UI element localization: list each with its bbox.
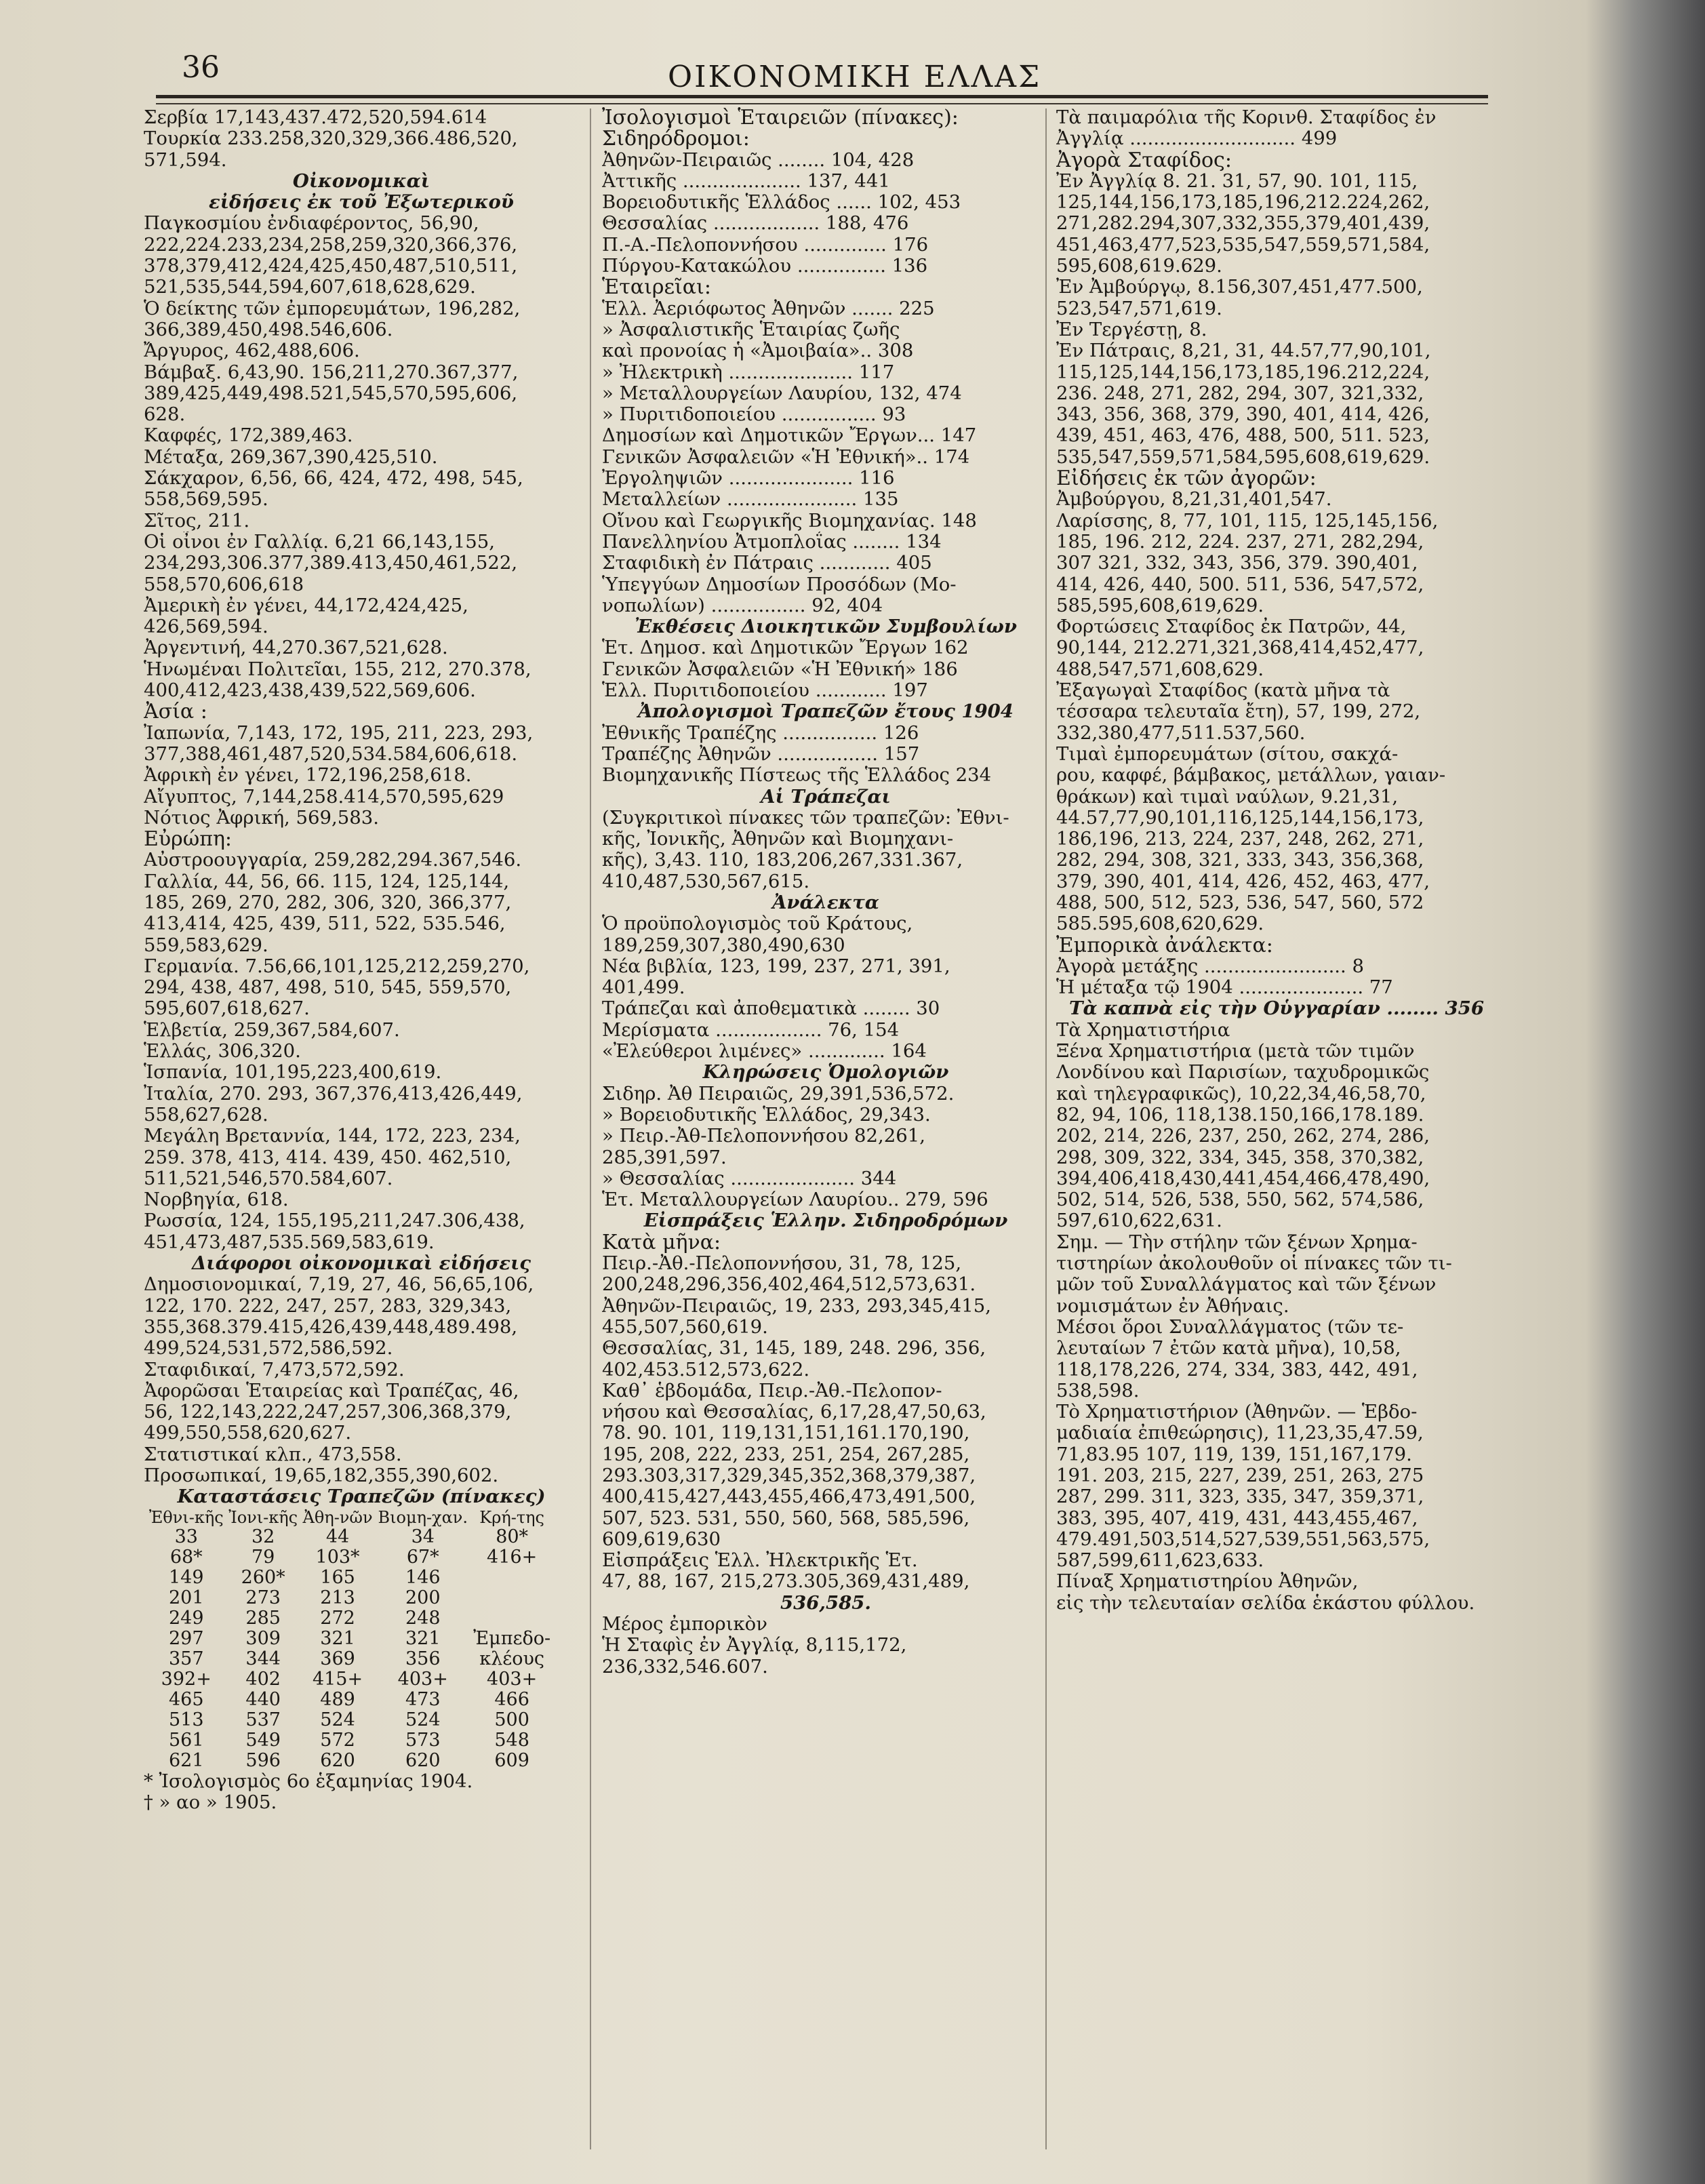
index-entry: Ὁ δείκτης τῶν ἐμπορευμάτων, 196,282,: [144, 298, 521, 319]
table-cell: 524: [405, 1709, 441, 1730]
index-entry: Ἐθνικῆς Τραπέζης ................ 126: [602, 722, 919, 744]
table-cell: 32: [251, 1526, 275, 1547]
index-entry: Ἑλλ. Ἀεριόφωτος Ἀθηνῶν ....... 225: [602, 298, 935, 319]
index-entry: 115,125,144,156,173,185,196.212,224,: [1056, 361, 1430, 383]
index-entry: Ἑτ. Δημοσ. καὶ Δημοτικῶν Ἔργων 162: [602, 637, 969, 659]
index-column-3: [1056, 107, 1497, 1614]
index-entry: Εὐρώπη:: [144, 829, 233, 850]
index-entry: Ἡνωμέναι Πολιτεῖαι, 155, 212, 270.378,: [144, 658, 531, 680]
index-entry: 118,178,226, 274, 334, 383, 442, 491,: [1056, 1359, 1418, 1381]
index-entry: 259. 378, 413, 414. 439, 450. 462,510,: [144, 1147, 512, 1168]
index-entry: μῶν τοῦ Συναλλάγματος καὶ τῶν ξένων: [1056, 1274, 1437, 1296]
table-header-cell: Βιομη-χαν.: [378, 1507, 468, 1527]
table-cell: 596: [245, 1749, 281, 1771]
table-header-cell: Κρή-της: [479, 1507, 544, 1527]
table-cell: 260*: [241, 1566, 285, 1588]
index-entry: Σῖτος, 211.: [144, 510, 250, 532]
index-entry: 394,406,418,430,441,454,466,478,490,: [1056, 1168, 1430, 1189]
index-entry: Ἰσολογισμοὶ Ἑταιρειῶν (πίνακες):: [602, 107, 959, 129]
index-entry: 90,144, 212.271,321,368,414,452,477,: [1056, 637, 1424, 659]
index-entry: Ἑταιρεῖαι:: [602, 277, 711, 298]
index-entry: Παγκοσμίου ἐνδιαφέροντος, 56,90,: [144, 213, 479, 235]
index-entry: Εἰσπράξεις Ἑλλην. Σιδηροδρόμων: [643, 1210, 1008, 1232]
index-entry: Σταφιδικὴ ἐν Πάτραις ............ 405: [602, 553, 932, 574]
index-column-2: [602, 107, 1049, 1677]
index-entry: Προσωπικαί, 19,65,182,355,390,602.: [144, 1465, 499, 1486]
index-entry: Ἐργοληψιῶν ..................... 116: [602, 468, 895, 490]
table-cell: 392+: [161, 1668, 212, 1690]
table-cell: 402: [245, 1668, 281, 1690]
table-cell: 473: [405, 1688, 441, 1710]
index-column-1: [144, 107, 579, 1813]
table-cell: 369: [320, 1648, 355, 1669]
index-entry: Ἐν Τεργέστῃ, 8.: [1056, 319, 1207, 340]
index-entry: 628.: [144, 404, 186, 426]
table-row: [146, 1669, 553, 1690]
index-entry: Σταφιδικαί, 7,473,572,592.: [144, 1359, 405, 1381]
index-entry: 559,583,629.: [144, 934, 268, 956]
table-row: [146, 1568, 553, 1588]
index-entry: 585,595,608,619,629.: [1056, 595, 1264, 616]
index-entry: Ἑλβετία, 259,367,584,607.: [144, 1019, 400, 1041]
table-cell: 620: [320, 1749, 355, 1771]
table-cell: κλέους: [479, 1648, 544, 1669]
index-entry: Πειρ.-Ἀθ.-Πελοποννήσου, 31, 78, 125,: [602, 1253, 962, 1275]
index-entry: » Μεταλλουργείων Λαυρίου, 132, 474: [602, 382, 962, 404]
table-footnote: * Ἰσολογισμὸς 6ο ἑξαμηνίας 1904.: [144, 1770, 473, 1792]
index-entry: Οἱ οἶνοι ἐν Γαλλίᾳ. 6,21 66,143,155,: [144, 531, 495, 553]
table-cell: 489: [320, 1688, 355, 1710]
index-entry: Μεταλλείων ...................... 135: [602, 489, 899, 511]
index-entry: 410,487,530,567,615.: [602, 871, 810, 892]
index-entry: 200,248,296,356,402,464,512,573,631.: [602, 1274, 976, 1296]
index-entry: 402,453.512,573,622.: [602, 1359, 810, 1381]
index-entry: 585.595,608,620,629.: [1056, 913, 1264, 935]
index-entry: Ἑλλάς, 306,320.: [144, 1041, 301, 1063]
index-entry: 282, 294, 308, 321, 333, 343, 356,368,: [1056, 850, 1424, 871]
table-cell: 548: [494, 1729, 529, 1751]
index-entry: Καταστάσεις Τραπεζῶν (πίνακες): [177, 1486, 546, 1508]
banks-table: [146, 1508, 553, 1771]
table-cell: 357: [168, 1648, 204, 1669]
index-entry: Αἱ Τράπεζαι: [761, 786, 891, 808]
table-header-cell: Ἐθνι-κῆς: [148, 1507, 224, 1527]
index-entry: Καθ᾽ ἑβδομάδα, Πειρ.-Ἀθ.-Πελοπον-: [602, 1380, 942, 1402]
index-entry: Ἀγορὰ μετάξης ........................ 8: [1056, 955, 1365, 977]
index-entry: 236,332,546.607.: [602, 1656, 768, 1677]
index-entry: Ἐν Πάτραις, 8,21, 31, 44.57,77,90,101,: [1056, 340, 1431, 362]
table-cell: 573: [405, 1729, 441, 1751]
table-cell: [470, 1568, 553, 1588]
table-cell: 549: [245, 1729, 281, 1751]
index-entry: Εἰδήσεις ἐκ τῶν ἀγορῶν:: [1056, 468, 1317, 490]
index-entry: Ξένα Χρηματιστήρια (μετὰ τῶν τιμῶν: [1056, 1041, 1415, 1063]
index-entry: Καφφές, 172,389,463.: [144, 425, 353, 447]
index-entry: 71,83.95 107, 119, 139, 151,167,179.: [1056, 1444, 1412, 1465]
index-entry: 507, 523. 531, 550, 560, 568, 585,596,: [602, 1507, 970, 1529]
index-entry: 378,379,412,424,425,450,487,510,511,: [144, 256, 518, 277]
table-cell: 620: [405, 1749, 441, 1771]
index-entry: 587,599,611,623,633.: [1056, 1550, 1264, 1572]
index-entry: 400,415,427,443,455,466,473,491,500,: [602, 1486, 976, 1508]
index-entry: Ἐμπορικὰ ἀνάλεκτα:: [1056, 934, 1273, 956]
index-entry: 455,507,560,619.: [602, 1316, 768, 1338]
index-entry: 488, 500, 512, 523, 536, 547, 560, 572: [1056, 892, 1424, 913]
table-cell: [470, 1588, 553, 1608]
index-entry: Ἡ μέταξα τῷ 1904 ..................... 77: [1056, 977, 1393, 999]
index-entry: Δημοσίων καὶ Δημοτικῶν Ἔργων... 147: [602, 425, 977, 447]
table-cell: 285: [245, 1607, 281, 1629]
index-entry: 479.491,503,514,527,539,551,563,575,: [1056, 1528, 1430, 1550]
index-entry: 307 321, 332, 343, 356, 379. 390,401,: [1056, 553, 1418, 574]
index-entry: Τουρκία 233.258,320,329,366.486,520,: [144, 128, 518, 150]
index-entry: μαδιαία ἐπιθεώρησις), 11,23,35,47.59,: [1056, 1423, 1424, 1444]
table-cell: 561: [168, 1729, 204, 1751]
page-number: 36: [182, 50, 220, 85]
index-entry: 499,524,531,572,586,592.: [144, 1338, 393, 1359]
index-entry: Λονδίνου καὶ Παρισίων, ταχυδρομικῶς: [1056, 1062, 1430, 1084]
table-cell: 356: [405, 1648, 441, 1669]
index-entry: Νότιος Ἀφρική, 569,583.: [144, 807, 379, 829]
table-cell: 68*: [169, 1546, 203, 1568]
index-entry: Ἀφρικὴ ἐν γένει, 172,196,258,618.: [144, 765, 472, 787]
index-entry: Ἀμερικὴ ἐν γένει, 44,172,424,425,: [144, 595, 468, 616]
table-cell: 440: [245, 1688, 281, 1710]
table-cell: 201: [168, 1587, 204, 1608]
index-entry: Τραπέζης Ἀθηνῶν ................. 157: [602, 743, 920, 765]
table-cell: [470, 1608, 553, 1629]
index-entry: Οἰκονομικαὶ: [292, 170, 430, 192]
index-entry: 343, 356, 368, 379, 390, 401, 414, 426,: [1056, 404, 1430, 426]
index-entry: Κληρώσεις Ὁμολογιῶν: [702, 1062, 949, 1084]
index-entry: 285,391,597.: [602, 1147, 727, 1168]
index-entry: Ἀφορῶσαι Ἑταιρείας καὶ Τραπέζας, 46,: [144, 1380, 519, 1402]
index-entry: Γερμανία. 7.56,66,101,125,212,259,270,: [144, 955, 530, 977]
table-cell: 149: [168, 1566, 204, 1588]
index-entry: Μερίσματα .................. 76, 154: [602, 1019, 900, 1041]
index-entry: Πανελληνίου Ἀτμοπλοΐας ........ 134: [602, 531, 942, 553]
index-entry: τέσσαρα τελευταῖα ἔτη), 57, 199, 272,: [1056, 701, 1421, 723]
index-entry: Πίναξ Χρηματιστηρίου Ἀθηνῶν,: [1056, 1571, 1359, 1593]
table-cell: 537: [245, 1709, 281, 1730]
index-entry: ρου, καφφέ, βάμβακος, μετάλλων, γαιαν-: [1056, 765, 1446, 787]
index-entry: Ἀθηνῶν-Πειραιῶς ........ 104, 428: [602, 149, 915, 171]
table-cell: 213: [320, 1587, 355, 1608]
index-entry: Θεσσαλίας, 31, 145, 189, 248. 296, 356,: [602, 1338, 986, 1359]
index-entry: Αὐστροουγγαρία, 259,282,294.367,546.: [144, 850, 522, 871]
table-cell: 403+: [397, 1668, 448, 1690]
table-row: [146, 1730, 553, 1751]
index-entry: 595,607,618,627.: [144, 998, 310, 1020]
table-cell: 321: [320, 1627, 355, 1649]
table-cell: 34: [411, 1526, 435, 1547]
index-entry: Γενικῶν Ἀσφαλειῶν «Ἡ Ἐθνική» 186: [602, 658, 958, 680]
table-cell: 33: [174, 1526, 198, 1547]
index-entry: Στατιστικαί κλπ., 473,558.: [144, 1444, 402, 1465]
index-entry: 44.57,77,90,101,116,125,144,156,173,: [1056, 807, 1424, 829]
index-entry: Μεγάλη Βρεταννία, 144, 172, 223, 234,: [144, 1126, 521, 1147]
index-entry: Ἀργεντινή, 44,270.367,521,628.: [144, 637, 448, 659]
index-entry: 609,619,630: [602, 1528, 721, 1550]
index-entry: Νορβηγία, 618.: [144, 1189, 289, 1211]
table-row: [146, 1690, 553, 1710]
table-cell: 67*: [406, 1546, 439, 1568]
index-entry: 383, 395, 407, 419, 431, 443,455,467,: [1056, 1507, 1418, 1529]
index-entry: 185, 269, 270, 282, 306, 320, 366,377,: [144, 892, 512, 913]
table-header-cell: Ἀθη-νῶν: [302, 1507, 373, 1527]
index-entry: Θεσσαλίας .................. 188, 476: [602, 213, 909, 235]
index-entry: Ἀμβούργου, 8,21,31,401,547.: [1056, 489, 1332, 511]
index-entry: «Ἐλεύθεροι λιμένες» ............. 164: [602, 1041, 927, 1063]
index-entry: Ἀγγλίᾳ ............................ 499: [1056, 128, 1338, 150]
index-entry: καὶ τηλεγραφικῶς), 10,22,34,46,58,70,: [1056, 1083, 1426, 1105]
table-cell: Ἐμπεδο-: [473, 1627, 551, 1649]
index-entry: 451,473,487,535.569,583,619.: [144, 1231, 435, 1253]
index-entry: Ἄργυρος, 462,488,606.: [144, 340, 360, 362]
index-entry: Πύργου-Κατακώλου ............... 136: [602, 256, 928, 277]
index-entry: Κατὰ μῆνα:: [602, 1231, 721, 1254]
table-cell: 500: [494, 1709, 529, 1730]
table-row: [146, 1588, 553, 1608]
index-entry: Σιδηρόδρομοι:: [602, 128, 750, 150]
table-row: [146, 1751, 553, 1771]
table-cell: 309: [245, 1627, 281, 1649]
table-cell: 103*: [315, 1546, 360, 1568]
index-entry: » Θεσσαλίας ..................... 344: [602, 1168, 897, 1189]
index-entry: 366,389,450,498.546,606.: [144, 319, 393, 340]
index-entry: Γαλλία, 44, 56, 66. 115, 124, 125,144,: [144, 871, 510, 892]
index-entry: Τὰ παιμαρόλια τῆς Κορινθ. Σταφίδος ἐν: [1056, 107, 1437, 128]
index-entry: Ἱσπανία, 101,195,223,400,619.: [144, 1062, 442, 1084]
table-cell: 44: [325, 1526, 350, 1547]
header-rule-thin: [156, 103, 1488, 104]
index-entry: Ἰαπωνία, 7,143, 172, 195, 211, 223, 293,: [144, 722, 534, 744]
index-entry: Αἴγυπτος, 7,144,258.414,570,595,629: [144, 786, 504, 808]
index-entry: λευταίων 7 ἐτῶν κατὰ μῆνα), 10,58,: [1056, 1338, 1401, 1359]
index-entry: 595,608,619.629.: [1056, 256, 1222, 277]
index-entry: Εἰσπράξεις Ἑλλ. Ἠλεκτρικῆς Ἑτ.: [602, 1550, 918, 1572]
index-entry: 236. 248, 271, 282, 294, 307, 321,332,: [1056, 382, 1424, 404]
index-entry: 271,282.294,307,332,355,379,401,439,: [1056, 213, 1430, 235]
index-entry: 499,550,558,620,627.: [144, 1423, 352, 1444]
index-entry: Σερβία 17,143,437.472,520,594.614: [144, 107, 487, 128]
index-entry: Σιδηρ. Ἀθ Πειραιῶς, 29,391,536,572.: [602, 1083, 955, 1105]
index-entry: 202, 214, 226, 237, 250, 262, 274, 286,: [1056, 1126, 1430, 1147]
table-cell: 524: [320, 1709, 355, 1730]
index-entry: καὶ προνοίας ἡ «Ἀμοιβαία».. 308: [602, 340, 914, 362]
index-entry: εἰς τὴν τελευταίαν σελίδα ἑκάστου φύλλου.: [1056, 1592, 1475, 1614]
index-entry: 195, 208, 222, 233, 251, 254, 267,285,: [602, 1444, 970, 1465]
index-entry: 332,380,477,511.537,560.: [1056, 722, 1306, 744]
index-entry: 185, 196. 212, 224. 237, 271, 282,294,: [1056, 531, 1424, 553]
index-entry: 511,521,546,570.584,607.: [144, 1168, 393, 1189]
index-entry: νομισμάτων ἐν Ἀθήναις.: [1056, 1295, 1289, 1317]
index-entry: 355,368.379.415,426,439,448,489.498,: [144, 1316, 518, 1338]
index-entry: Π.-Α.-Πελοποννήσου .............. 176: [602, 234, 929, 256]
index-entry: » Ἀσφαλιστικῆς Ἑταιρίας ζωῆς: [602, 319, 900, 340]
index-entry: 414, 426, 440, 500. 511, 536, 547,572,: [1056, 574, 1424, 595]
index-entry: Ἀγορὰ Σταφίδος:: [1056, 149, 1232, 171]
index-entry: Ρωσσία, 124, 155,195,211,247.306,438,: [144, 1210, 525, 1232]
index-entry: Μέσοι ὅροι Συναλλάγματος (τῶν τε-: [1056, 1316, 1404, 1338]
index-entry: Τὰ καπνὰ εἰς τὴν Οὑγγαρίαν ........ 356: [1069, 998, 1484, 1020]
index-entry: 191. 203, 215, 227, 239, 251, 263, 275: [1056, 1465, 1424, 1486]
table-cell: 146: [405, 1566, 441, 1588]
table-cell: 297: [168, 1627, 204, 1649]
index-entry: 502, 514, 526, 538, 550, 562, 574,586,: [1056, 1189, 1424, 1211]
index-entry: » Ἠλεκτρικὴ ..................... 117: [602, 361, 895, 383]
table-cell: 165: [320, 1566, 355, 1588]
table-cell: 321: [405, 1627, 441, 1649]
index-entry: Ἐξαγωγαὶ Σταφίδος (κατὰ μῆνα τὰ: [1056, 680, 1390, 702]
table-cell: 200: [405, 1587, 441, 1608]
index-entry: Βιομηχανικῆς Πίστεως τῆς Ἑλλάδος 234: [602, 765, 992, 787]
index-entry: κῆς, Ἰονικῆς, Ἀθηνῶν καὶ Βιομηχανι-: [602, 829, 954, 850]
table-cell: 79: [251, 1546, 275, 1568]
table-row: [146, 1649, 553, 1669]
index-entry: Φορτώσεις Σταφίδος ἐκ Πατρῶν, 44,: [1056, 616, 1407, 638]
index-entry: 379, 390, 401, 414, 426, 452, 463, 477,: [1056, 871, 1430, 892]
index-entry: 294, 438, 487, 498, 510, 545, 559,570,: [144, 977, 512, 999]
table-row: [146, 1527, 553, 1547]
index-entry: Λαρίσσης, 8, 77, 101, 115, 125,145,156,: [1056, 510, 1439, 532]
index-entry: Μέταξα, 269,367,390,425,510.: [144, 446, 438, 468]
index-entry: 377,388,461,487,520,534.584,606,618.: [144, 743, 518, 765]
index-entry: 538,598.: [1056, 1380, 1140, 1402]
index-entry: Ἑλλ. Πυριτιδοποιείου ............ 197: [602, 680, 928, 702]
table-cell: 609: [494, 1749, 529, 1771]
column-divider-left: [590, 108, 591, 2149]
index-entry: Ἀττικῆς .................... 137, 441: [602, 170, 890, 192]
index-entry: 298, 309, 322, 334, 345, 358, 370,382,: [1056, 1147, 1424, 1168]
index-entry: κῆς), 3,43. 110, 183,206,267,331.367,: [602, 850, 963, 871]
index-entry: Ἀσία :: [144, 701, 207, 723]
table-cell: 273: [245, 1587, 281, 1608]
index-entry: 558,569,595.: [144, 489, 268, 511]
table-cell: 415+: [312, 1668, 363, 1690]
index-entry: Βάμβαξ. 6,43,90. 156,211,270.367,377,: [144, 361, 519, 383]
index-entry: νοπωλίων) ................ 92, 404: [602, 595, 883, 616]
table-cell: 621: [168, 1749, 204, 1771]
index-entry: Διάφοροι οἰκονομικαὶ εἰδήσεις: [191, 1253, 531, 1275]
index-entry: 558,627,628.: [144, 1104, 268, 1126]
index-entry: Οἴνου καὶ Γεωργικῆς Βιομηχανίας. 148: [602, 510, 977, 532]
index-entry: τιστηρίων ἀκολουθοῦν οἱ πίνακες τῶν τι-: [1056, 1253, 1452, 1275]
index-entry: Ἡ Σταφὶς ἐν Ἀγγλίᾳ, 8,115,172,: [602, 1635, 907, 1656]
table-cell: 403+: [487, 1668, 538, 1690]
index-entry: Ἀνάλεκτα: [772, 892, 879, 913]
index-entry: 234,293,306.377,389.413,450,461,522,: [144, 553, 518, 574]
index-entry: (Συγκριτικοὶ πίνακες τῶν τραπεζῶν: Ἐθνι-: [602, 807, 1009, 829]
index-entry: Ἐν Ἀμβούργῳ, 8.156,307,451,477.500,: [1056, 277, 1423, 298]
index-entry: 413,414, 425, 439, 511, 522, 535.546,: [144, 913, 506, 935]
index-entry: 56, 122,143,222,247,257,306,368,379,: [144, 1402, 512, 1423]
index-entry: » Πειρ.-Ἀθ-Πελοποννήσου 82,261,: [602, 1126, 925, 1147]
index-entry: 571,594.: [144, 149, 227, 171]
index-entry: 186,196, 213, 224, 237, 248, 262, 271,: [1056, 829, 1424, 850]
index-entry: 451,463,477,523,535,547,559,571,584,: [1056, 234, 1430, 256]
index-entry: 287, 299. 311, 323, 335, 347, 359,371,: [1056, 1486, 1424, 1508]
index-entry: 523,547,571,619.: [1056, 298, 1222, 319]
index-entry: Νέα βιβλία, 123, 199, 237, 271, 391,: [602, 955, 950, 977]
table-cell: 249: [168, 1607, 204, 1629]
table-row: [146, 1608, 553, 1629]
index-entry: 189,259,307,380,490,630: [602, 934, 845, 956]
index-entry: 488,547,571,608,629.: [1056, 658, 1264, 680]
index-entry: Τιμαὶ ἐμπορευμάτων (σίτου, σακχά-: [1056, 743, 1399, 765]
index-entry: 125,144,156,173,185,196,212.224,262,: [1056, 192, 1430, 214]
table-row: [146, 1629, 553, 1649]
index-entry: Γενικῶν Ἀσφαλειῶν «Ἡ Ἐθνική».. 174: [602, 446, 970, 468]
index-entry: Σημ. — Τὴν στήλην τῶν ξένων Χρημα-: [1056, 1231, 1418, 1253]
table-cell: 416+: [487, 1546, 538, 1568]
index-entry: Τὰ Χρηματιστήρια: [1056, 1019, 1230, 1041]
index-entry: 401,499.: [602, 977, 685, 999]
index-entry: Ἐκθέσεις Διοικητικῶν Συμβουλίων: [635, 616, 1017, 638]
table-footnote: † » αο » 1905.: [144, 1791, 277, 1813]
table-cell: 513: [168, 1709, 204, 1730]
index-entry: 597,610,622,631.: [1056, 1210, 1222, 1232]
table-header-cell: Ἰονι-κῆς: [228, 1507, 298, 1527]
index-entry: νήσου καὶ Θεσσαλίας, 6,17,28,47,50,63,: [602, 1402, 986, 1423]
table-cell: 272: [320, 1607, 355, 1629]
header-rule: [156, 95, 1488, 98]
index-entry: Δημοσιονομικαί, 7,19, 27, 46, 56,65,106,: [144, 1274, 534, 1296]
table-cell: 465: [168, 1688, 204, 1710]
index-entry: 521,535,544,594,607,618,628,629.: [144, 277, 476, 298]
table-cell: 572: [320, 1729, 355, 1751]
table-row: [146, 1547, 553, 1568]
index-entry: 389,425,449,498.521,545,570,595,606,: [144, 382, 518, 404]
index-entry: 82, 94, 106, 118,138.150,166,178.189.: [1056, 1104, 1424, 1126]
index-entry: Ἀπολογισμοὶ Τραπεζῶν ἔτους 1904: [638, 701, 1014, 723]
index-entry: Ἑτ. Μεταλλουργείων Λαυρίου.. 279, 596: [602, 1189, 988, 1211]
index-entry: εἰδήσεις ἐκ τοῦ Ἐξωτερικοῦ: [209, 192, 514, 214]
index-entry: 558,570,606,618: [144, 574, 304, 595]
index-entry: 439, 451, 463, 476, 488, 500, 511. 523,: [1056, 425, 1430, 447]
index-entry: Ἰταλία, 270. 293, 367,376,413,426,449,: [144, 1083, 523, 1105]
table-cell: 466: [494, 1688, 529, 1710]
table-row: [146, 1710, 553, 1730]
table-cell: 344: [245, 1648, 281, 1669]
index-entry: 293.303,317,329,345,352,368,379,387,: [602, 1465, 976, 1486]
index-entry: » Πυριτιδοποιείου ................ 93: [602, 404, 906, 426]
index-entry: 535,547,559,571,584,595,608,619,629.: [1056, 446, 1430, 468]
index-entry: Ἀθηνῶν-Πειραιῶς, 19, 233, 293,345,415,: [602, 1295, 992, 1317]
index-entry: Τὸ Χρηματιστήριον (Ἀθηνῶν. — Ἑβδο-: [1056, 1402, 1418, 1423]
index-entry: 47, 88, 167, 215,273.305,369,431,489,: [602, 1571, 970, 1593]
index-entry: Μέρος ἐμπορικὸν: [602, 1614, 767, 1635]
index-entry: Βορειοδυτικῆς Ἑλλάδος ...... 102, 453: [602, 192, 961, 214]
index-entry: θράκων) καὶ τιμαὶ ναύλων, 9.21,31,: [1056, 786, 1399, 808]
index-entry: Τράπεζαι καὶ ἀποθεματικὰ ........ 30: [602, 998, 940, 1020]
running-title: ΟΙΚΟΝΟΜΙΚΗ ΕΛΛΑΣ: [668, 60, 1042, 94]
index-entry: 78. 90. 101, 119,131,151,161.170,190,: [602, 1423, 970, 1444]
index-entry: 536,585.: [780, 1592, 871, 1614]
index-entry: Ὑπεγγύων Δημοσίων Προσόδων (Μο-: [602, 574, 957, 595]
index-entry: Ἐν Ἀγγλίᾳ 8. 21. 31, 57, 90. 101, 115,: [1056, 170, 1418, 192]
table-cell: 80*: [496, 1526, 529, 1547]
index-entry: » Βορειοδυτικῆς Ἑλλάδος, 29,343.: [602, 1104, 931, 1126]
index-entry: Ὁ προϋπολογισμὸς τοῦ Κράτους,: [602, 913, 913, 935]
index-entry: 222,224.233,234,258,259,320,366,376,: [144, 234, 518, 256]
table-cell: 248: [405, 1607, 441, 1629]
index-entry: 122, 170. 222, 247, 257, 283, 329,343,: [144, 1295, 512, 1317]
index-entry: 426,569,594.: [144, 616, 268, 638]
index-entry: Σάκχαρον, 6,56, 66, 424, 472, 498, 545,: [144, 468, 523, 490]
index-entry: 400,412,423,438,439,522,569,606.: [144, 680, 476, 702]
